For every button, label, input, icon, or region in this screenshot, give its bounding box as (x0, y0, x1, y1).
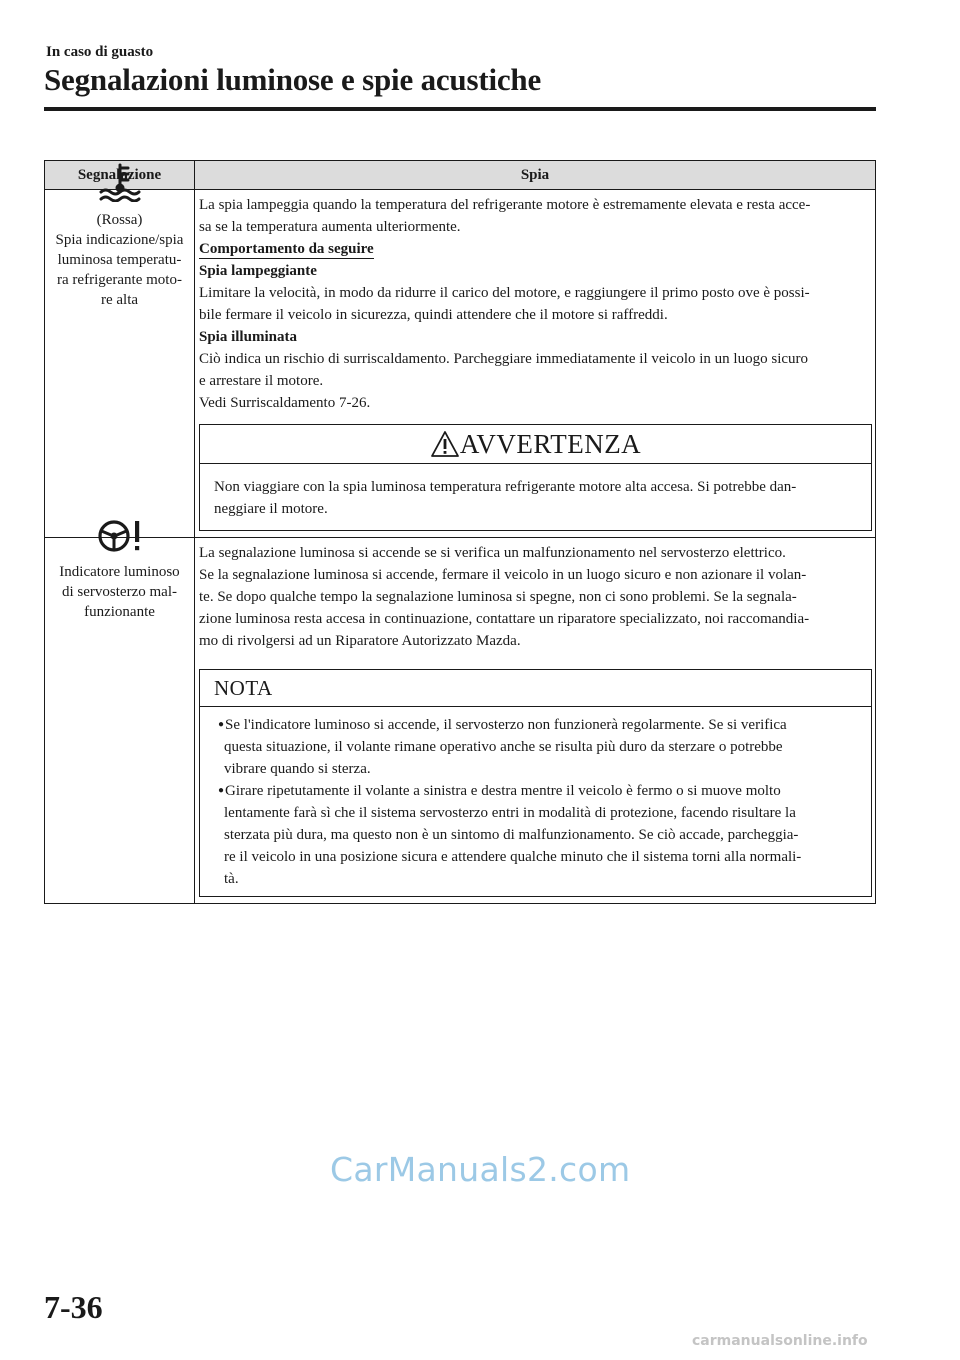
signal-caption: Indicatore luminoso (59, 564, 180, 580)
text-line: La segnalazione luminosa si accende se si verifica un malfunzionamento nel servosterzo elettrico. (199, 545, 786, 561)
signal-caption: (Rossa) (96, 212, 143, 228)
text-line: mo di rivolgersi ad un Riparatore Autorizzato Mazda. (199, 633, 521, 649)
signal-caption: Spia indicazione/spia (55, 232, 184, 248)
text-line: Se la segnalazione luminosa si accende, fermare il veicolo in un luogo sicuro e non azionare il volan- (199, 567, 807, 583)
bullet-mark: ● (218, 785, 225, 796)
warning-triangle-icon (430, 430, 460, 458)
note-bullet (216, 714, 859, 736)
coolant-temperature-icon (98, 162, 142, 202)
behavior-heading: Comportamento da seguire (199, 241, 374, 257)
note-box (199, 669, 872, 897)
text-line: Limitare la velocità, in modo da ridurre il carico del motore, e raggiungere il primo posto ove è possi- (199, 285, 810, 301)
note-text: Girare ripetutamente il volante a sinistra e destra mentre il veicolo è fermo o si muove molto (225, 783, 781, 799)
watermark-corner: carmanualsonline.info (692, 1333, 868, 1349)
table-row (45, 538, 876, 904)
signal-caption: re alta (100, 292, 139, 308)
text-line: Ciò indica un rischio di surriscaldamento. Parcheggiare immediatamente il veicolo in un luogo sicuro (199, 351, 809, 367)
signal-caption: funzionante (84, 604, 155, 620)
description-cell (195, 190, 876, 538)
text-line: sa se la temperatura aumenta ulteriormente. (199, 219, 461, 235)
text-line: bile fermare il veicolo in sicurezza, quindi attendere che il motore si raffreddi. (199, 307, 668, 323)
signal-cell (45, 190, 195, 538)
note-text: vibrare quando si sterza. (224, 761, 371, 777)
warning-title: AVVERTENZA (459, 429, 642, 459)
watermark-center: CarManuals2.com (330, 1150, 631, 1189)
note-text: tà. (224, 871, 239, 887)
note-text: re il veicolo in una posizione sicura e attendere qualche minuto che il sistema torni alla normali- (224, 849, 802, 865)
bullet-mark: ● (218, 719, 225, 730)
text-line: La spia lampeggia quando la temperatura del refrigerante motore è estremamente elevata e resta acce- (199, 197, 811, 213)
note-bullet (216, 780, 859, 802)
signal-caption: di servosterzo mal- (62, 584, 177, 600)
text-line: zione luminosa resta accesa in continuazione, contattare un riparatore specializzato, noi raccomandia- (199, 611, 810, 627)
signal-cell (45, 538, 195, 904)
flashing-heading: Spia lampeggiante (199, 263, 317, 279)
warning-lights-table (44, 160, 876, 904)
column-header-segnalazione: Segnalazione (45, 161, 195, 190)
note-text: sterzata più dura, ma questo non è un sintomo di malfunzionamento. Se ciò accade, parcheggia- (224, 827, 799, 843)
note-text: Se l'indicatore luminoso si accende, il servosterzo non funzionerà regolarmente. Se si verifica (225, 717, 787, 733)
warning-text: neggiare il motore. (214, 501, 328, 517)
note-text: questa situazione, il volante rimane operativo anche se risulta più duro da sterzare o potrebbe (224, 739, 783, 755)
warning-text: Non viaggiare con la spia luminosa temperatura refrigerante motore alta accesa. Si potrebbe dan- (214, 479, 797, 495)
text-line: e arrestare il motore. (199, 373, 324, 389)
see-also-reference: Vedi Surriscaldamento 7-26. (199, 395, 371, 411)
title-rule (44, 107, 876, 111)
signal-caption: ra refrigerante moto- (57, 272, 182, 288)
signal-caption: luminosa temperatu- (57, 252, 182, 268)
table-row (45, 190, 876, 538)
column-header-spia: Spia (195, 161, 876, 190)
page-number: 7-36 (44, 1289, 103, 1325)
description-cell (195, 538, 876, 904)
page-title: Segnalazioni luminose e spie acustiche (44, 62, 542, 97)
text-line: te. Se dopo qualche tempo la segnalazione luminosa si spegne, non ci sono problemi. Se la segnala- (199, 589, 797, 605)
note-text: lentamente farà sì che il sistema servosterzo entri in modalità di protezione, facendo risultare la (224, 805, 796, 821)
lit-heading: Spia illuminata (199, 329, 297, 345)
warning-box (199, 424, 872, 531)
power-steering-warning-icon (96, 518, 144, 554)
section-label: In caso di guasto (46, 44, 154, 60)
note-title: NOTA (200, 670, 871, 707)
